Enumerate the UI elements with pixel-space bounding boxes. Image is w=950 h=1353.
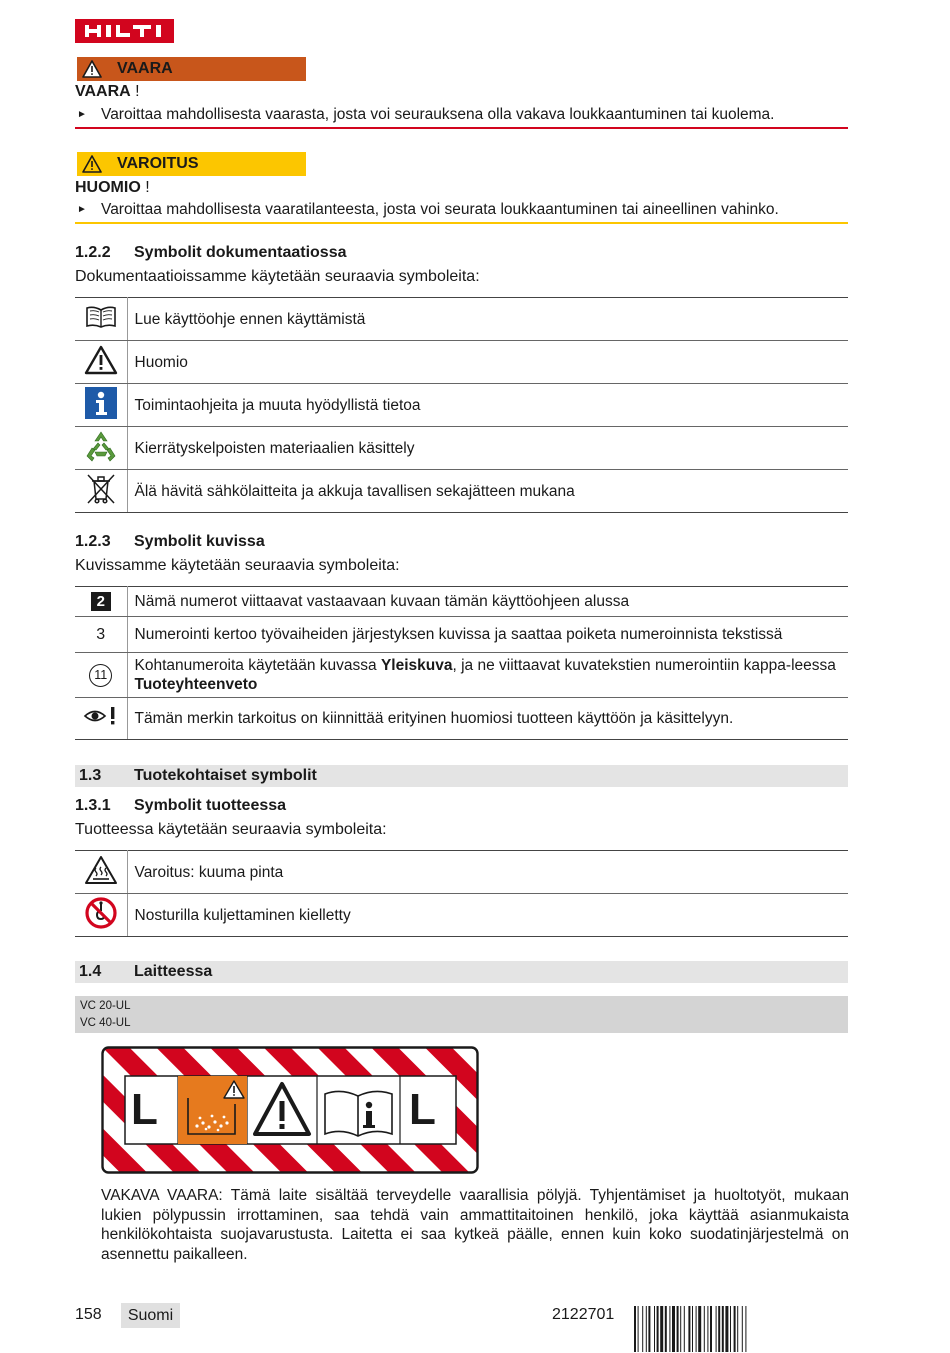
- section-number: 1.3: [79, 767, 102, 784]
- eye-attention-icon: [83, 714, 119, 731]
- barcode-bar: [737, 1306, 738, 1352]
- symbol-cell: [75, 427, 127, 470]
- symbol-cell: [75, 653, 127, 698]
- section-title: Tuotekohtaiset symbolit: [134, 767, 317, 784]
- symbol-description: Huomio: [127, 341, 848, 384]
- bullet-arrow-icon: ►: [77, 204, 87, 215]
- section-title: Symbolit dokumentaatiossa: [134, 244, 347, 261]
- barcode-bar: [698, 1306, 701, 1352]
- barcode-bar: [648, 1306, 650, 1352]
- manual-book-icon: [85, 316, 117, 333]
- symbol-description: Älä hävitä sähkölaitteita ja akkuja tavallisen sekajätteen mukana: [127, 470, 848, 513]
- table-row: [75, 851, 848, 894]
- warning-triangle-icon: [84, 362, 118, 379]
- plain-number-icon: 3: [96, 625, 106, 643]
- table-row: [75, 384, 848, 427]
- barcode-bar: [725, 1306, 728, 1352]
- section-heading-1-3: [75, 765, 848, 787]
- section-title: Symbolit kuvissa: [134, 533, 265, 550]
- barcode-bar: [742, 1306, 743, 1352]
- barcode-bar: [710, 1306, 712, 1352]
- section-intro: Tuotteessa käytetään seuraavia symboleita:: [75, 821, 387, 838]
- danger-banner: [77, 57, 306, 81]
- table-row: [75, 894, 848, 937]
- info-icon: [85, 406, 117, 423]
- warning-triangle-icon: [77, 152, 107, 176]
- symbol-cell: [75, 894, 127, 937]
- symbol-cell: [75, 298, 127, 341]
- warning-signal-label: HUOMIO: [75, 179, 141, 196]
- barcode-bar: [704, 1306, 705, 1352]
- label-letter-right: L: [409, 1085, 436, 1134]
- warning-description: [75, 201, 850, 219]
- warning-excl: !: [140, 179, 150, 196]
- symbol-description: Numerointi kertoo työvaiheiden järjestyksen kuvissa ja saattaa poiketa numeroinnista tekstissä: [127, 617, 848, 653]
- warning-text: Varoittaa mahdollisesta vaaratilanteesta, josta voi seurata loukkaantuminen tai aineellinen vahinko.: [101, 201, 779, 218]
- symbol-description: [127, 653, 848, 698]
- section-number: 1.2.3: [75, 533, 111, 550]
- warning-divider: [75, 222, 848, 224]
- model-list: [75, 996, 848, 1033]
- barcode-bar: [716, 1306, 717, 1352]
- symbol-description: Toimintaohjeita ja muuta hyödyllistä tietoa: [127, 384, 848, 427]
- barcode-bar: [745, 1306, 746, 1352]
- warning-signal-word: [75, 179, 150, 197]
- barcode-bar: [669, 1306, 670, 1352]
- description-part: , ja ne viittaavat kuvatekstien numerointiin kappa-leessa: [452, 657, 836, 674]
- barcode-bar: [646, 1306, 647, 1352]
- section-heading-1-2-3: [75, 533, 265, 551]
- barcode-bar: [684, 1306, 685, 1352]
- section-number: 1.2.2: [75, 244, 111, 261]
- symbol-description: Nosturilla kuljettaminen kielletty: [127, 894, 848, 937]
- crossed-bin-icon: [85, 493, 117, 510]
- document-number: 2122701: [552, 1306, 615, 1323]
- barcode-bar: [680, 1306, 681, 1352]
- warning-banner: [77, 152, 306, 176]
- table-row: [75, 470, 848, 513]
- barcode-bar: [734, 1306, 736, 1352]
- symbol-cell: [75, 341, 127, 384]
- danger-signal-label: VAARA: [75, 83, 131, 100]
- symbol-cell: [75, 698, 127, 740]
- doc-symbols-table: [75, 297, 848, 513]
- symbol-description: Varoitus: kuuma pinta: [127, 851, 848, 894]
- symbol-cell: [75, 470, 127, 513]
- barcode-bar: [688, 1306, 690, 1352]
- section-heading-1-4: [75, 961, 848, 983]
- barcode-bar: [642, 1306, 643, 1352]
- symbol-cell: [75, 587, 127, 617]
- table-row: [75, 587, 848, 617]
- symbol-cell: [75, 851, 127, 894]
- barcode-bar: [722, 1306, 724, 1352]
- barcode-bar: [730, 1306, 731, 1352]
- description-part: Kohtanumeroita käytetään kuvassa: [134, 657, 381, 674]
- black-square-number-icon: 2: [91, 592, 111, 611]
- danger-divider: [75, 127, 848, 129]
- barcode-bar: [654, 1306, 655, 1352]
- table-row: [75, 427, 848, 470]
- device-warning-label: [101, 1046, 479, 1174]
- model-name: VC 40-UL: [80, 1017, 131, 1029]
- barcode-bar: [718, 1306, 720, 1352]
- symbol-description: Tämän merkin tarkoitus on kiinnittää erityinen huomiosi tuotteen käyttöön ja käsittelyyn.: [127, 698, 848, 740]
- hilti-logo: [75, 19, 174, 43]
- product-symbols-table: [75, 850, 848, 937]
- barcode-bar: [665, 1306, 667, 1352]
- device-danger-text: VAKAVA VAARA: Tämä laite sisältää terveydelle vaarallisia pölyjä. Tyhjentämiset ja huoltotyöt, mukaan lukien pölypussin irrottaminen, saa tehdä vain ammattitaitoinen henkilö, joka käyttää asianmukaista henkilökohtaista suojavarustusta. Laitetta ei saa kytkeä päälle, ennen kuin koko suodatinjärjestelmä on asennettu paikalleen.: [101, 1187, 849, 1263]
- table-row: [75, 617, 848, 653]
- danger-excl: !: [130, 83, 140, 100]
- recycle-icon: [84, 449, 118, 466]
- description-bold: Yleiskuva: [380, 657, 453, 674]
- hot-surface-icon: [84, 872, 118, 889]
- bullet-arrow-icon: ►: [77, 109, 87, 120]
- barcode-bar: [634, 1306, 636, 1352]
- symbol-description: Kierrätyskelpoisten materiaalien käsittely: [127, 427, 848, 470]
- barcode-bar: [696, 1306, 697, 1352]
- barcode-bar: [677, 1306, 679, 1352]
- warning-banner-label: VAROITUS: [117, 155, 199, 172]
- barcode-bar: [657, 1306, 659, 1352]
- barcode-graphic: [634, 1306, 848, 1352]
- barcode-bar: [638, 1306, 639, 1352]
- symbol-description: Nämä numerot viittaavat vastaavaan kuvaan tämän käyttöohjeen alussa: [127, 587, 848, 617]
- no-crane-icon: [85, 916, 117, 933]
- section-number: 1.3.1: [75, 797, 111, 814]
- warning-triangle-icon: [77, 57, 107, 81]
- table-row: [75, 341, 848, 384]
- table-row: [75, 653, 848, 698]
- table-row: [75, 298, 848, 341]
- symbol-cell: [75, 384, 127, 427]
- symbol-cell: [75, 617, 127, 653]
- danger-signal-word: [75, 83, 140, 101]
- danger-text: Varoittaa mahdollisesta vaarasta, josta voi seurauksena olla vakava loukkaantuminen tai kuolema.: [101, 106, 775, 123]
- section-title: Symbolit tuotteessa: [134, 797, 287, 814]
- danger-banner-label: VAARA: [117, 60, 173, 77]
- section-intro: Kuvissamme käytetään seuraavia symboleita:: [75, 557, 400, 574]
- table-row: [75, 698, 848, 740]
- barcode-bar: [672, 1306, 675, 1352]
- barcode-bar: [660, 1306, 663, 1352]
- symbol-description: Lue käyttöohje ennen käyttämistä: [127, 298, 848, 341]
- section-heading-1-3-1: [75, 797, 286, 815]
- model-name: VC 20-UL: [80, 1000, 131, 1012]
- barcode-bar: [692, 1306, 693, 1352]
- barcode-bar: [707, 1306, 708, 1352]
- description-bold: Tuoteyhteenveto: [134, 676, 258, 693]
- page-number: 158: [75, 1306, 102, 1323]
- language-tag: Suomi: [121, 1303, 180, 1328]
- label-letter-left: L: [131, 1085, 158, 1134]
- circled-number-icon: 11: [89, 664, 112, 687]
- danger-description: [75, 106, 850, 124]
- section-number: 1.4: [79, 963, 102, 980]
- section-title: Laitteessa: [134, 963, 213, 980]
- section-intro: Dokumentaatioissamme käytetään seuraavia symboleita:: [75, 268, 480, 285]
- section-heading-1-2-2: [75, 244, 347, 262]
- figure-symbols-table: [75, 586, 848, 740]
